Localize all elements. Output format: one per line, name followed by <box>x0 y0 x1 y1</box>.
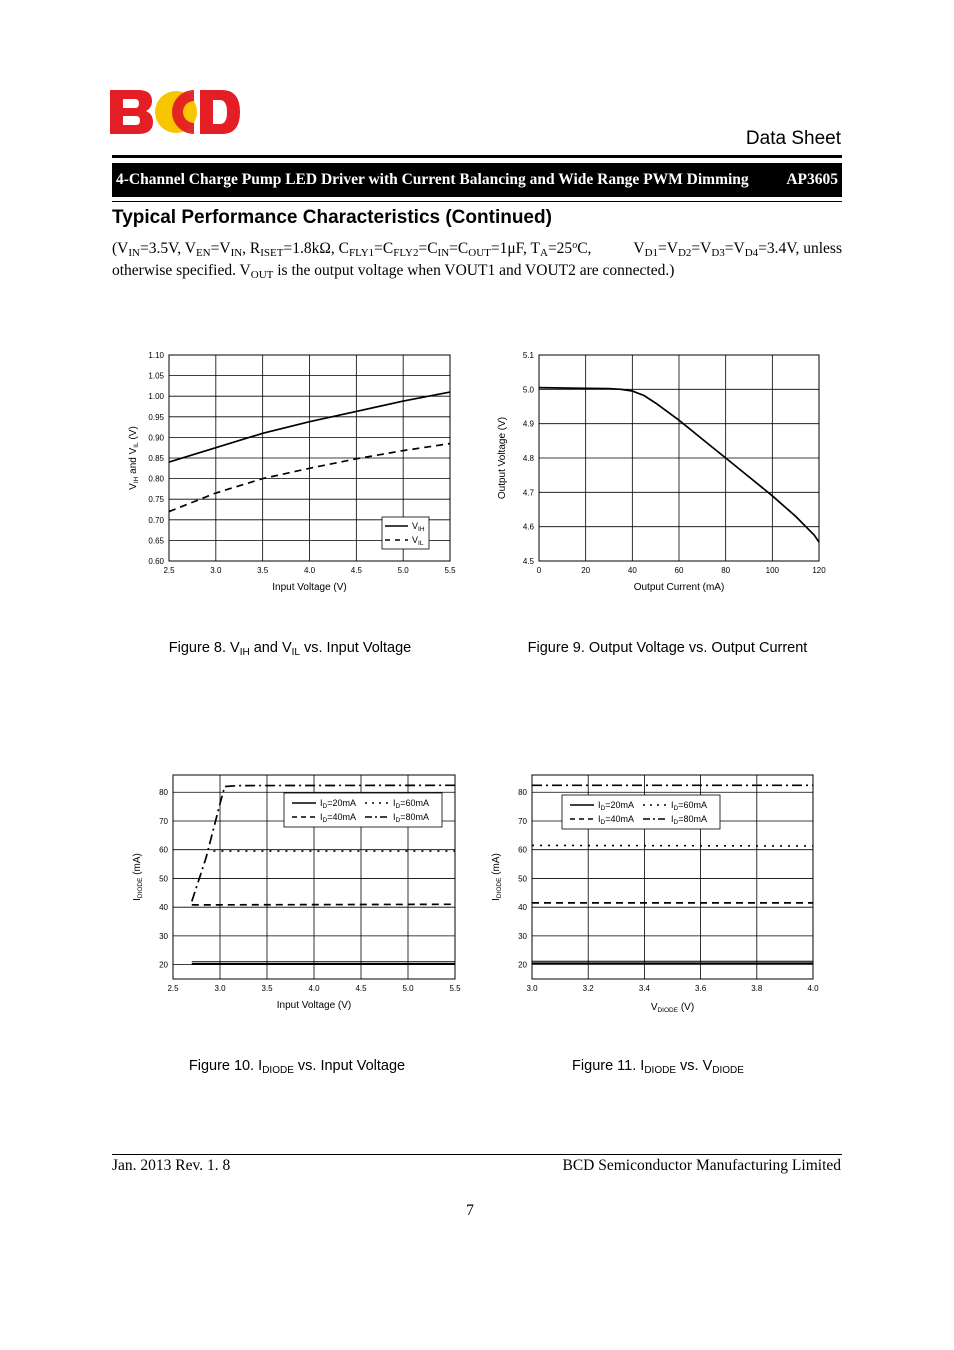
y-tick-label: 4.6 <box>522 522 534 532</box>
legend <box>562 795 720 829</box>
part-number: AP3605 <box>786 171 838 188</box>
y-tick-label: 40 <box>159 903 168 913</box>
x-tick-label: 5.5 <box>444 566 456 575</box>
y-tick-label: 70 <box>159 816 168 826</box>
banner-title: 4-Channel Charge Pump LED Driver with Current Balancing and Wide Range PWM Dimming <box>116 171 749 188</box>
y-tick-label: 0.70 <box>148 515 164 525</box>
y-tick-label: 0.95 <box>148 412 164 422</box>
banner-underline <box>112 201 842 202</box>
x-tick-label: 5.0 <box>402 984 414 993</box>
y-tick-label: 70 <box>518 816 527 826</box>
x-tick-label: 80 <box>721 566 731 575</box>
header-rule <box>112 155 842 158</box>
y-tick-label: 20 <box>159 960 168 970</box>
x-tick-label: 2.5 <box>163 566 175 575</box>
y-tick-label: 30 <box>518 931 527 941</box>
page-number: 7 <box>466 1202 474 1219</box>
x-tick-label: 3.6 <box>695 984 707 993</box>
footer-date-rev: Jan. 2013 Rev. 1. 8 <box>112 1157 231 1174</box>
footer-company: BCD Semiconductor Manufacturing Limited <box>562 1157 841 1174</box>
x-tick-label: 5.5 <box>449 984 461 993</box>
y-tick-label: 0.90 <box>148 433 164 443</box>
chart-fig11 <box>480 765 840 1025</box>
x-tick-label: 4.0 <box>807 984 819 993</box>
x-axis-label: Input Voltage (V) <box>276 1000 352 1011</box>
caption-fig9: Figure 9. Output Voltage vs. Output Current <box>527 640 808 656</box>
y-axis-label: $I_{DIODE}$ (mA) <box>132 853 144 901</box>
x-tick-label: 3.5 <box>257 566 269 575</box>
legend-label: $V_{IL}$ <box>412 535 424 547</box>
x-tick-label: 60 <box>674 566 684 575</box>
y-tick-label: 4.5 <box>522 557 534 566</box>
legend-label: $I_D=80mA$ <box>393 812 429 824</box>
x-axis-label: Output Current (mA) <box>633 582 725 593</box>
y-tick-label: 80 <box>159 788 168 798</box>
legend-label: $I_D=40mA$ <box>598 814 634 826</box>
caption-fig11: Figure 11. $I_{DIODE}$ vs. $V_{DIODE}$ <box>572 1058 744 1076</box>
conditions-part-a: ($V_{IN}=3.5V$, $V_{EN}=V_{IN}$, $R_{ISET}=1.8k\Omega$, $C_{FLY1}=C_{FLY2}=C_{IN}=C_{OUT}=1\mu F$, $T_A=25^oC$, <box>112 240 592 259</box>
test-conditions <box>112 238 842 282</box>
y-tick-label: 0.65 <box>148 536 164 546</box>
legend-label: $I_D=80mA$ <box>671 814 707 826</box>
y-tick-label: 1.10 <box>148 351 164 360</box>
chart-fig10 <box>120 765 480 1025</box>
doc-type-label: Data Sheet <box>745 128 841 149</box>
conditions-part-b: $V_{D1}=V_{D2}=V_{D3}=V_{D4}=3.4V$, unless <box>633 240 842 259</box>
conditions-line-2: otherwise specified. $V_{OUT}$ is the output voltage when VOUT1 and VOUT2 are connected.) <box>112 262 675 281</box>
y-axis-label: $I_{DIODE}$ (mA) <box>491 853 503 901</box>
y-tick-label: 4.8 <box>522 454 534 463</box>
legend <box>284 793 442 827</box>
caption-fig10: Figure 10. $I_{DIODE}$ vs. Input Voltage <box>188 1058 406 1076</box>
x-tick-label: 3.4 <box>638 984 650 993</box>
x-tick-label: 3.2 <box>582 984 594 993</box>
x-tick-label: 3.0 <box>526 984 538 993</box>
section-title: Typical Performance Characteristics (Continued) <box>112 207 552 228</box>
x-tick-label: 100 <box>765 566 780 575</box>
chart-fig8 <box>100 340 480 610</box>
legend-label: $I_D=60mA$ <box>671 800 707 812</box>
x-tick-label: 4.0 <box>303 566 316 575</box>
legend <box>382 517 429 549</box>
footer-rule <box>112 1154 842 1155</box>
y-tick-label: 30 <box>159 931 168 941</box>
y-tick-label: 50 <box>159 874 168 884</box>
series-line-2 <box>532 845 813 846</box>
series-line-1 <box>192 904 455 905</box>
chart-fig9 <box>490 340 850 610</box>
x-tick-label: 3.5 <box>261 984 273 993</box>
y-tick-label: 50 <box>518 874 527 884</box>
y-tick-label: 60 <box>159 845 168 855</box>
x-tick-label: 120 <box>812 566 826 575</box>
x-tick-label: 4.5 <box>350 566 362 575</box>
y-axis-label: Output Voltage (V) <box>497 416 508 500</box>
x-tick-label: 3.0 <box>214 984 226 993</box>
legend-label: $I_D=20mA$ <box>598 800 634 812</box>
legend-label: $I_D=20mA$ <box>320 798 356 810</box>
x-tick-label: 5.0 <box>397 566 409 575</box>
x-axis-label: Input Voltage (V) <box>272 582 347 593</box>
y-tick-label: 1.00 <box>148 392 164 402</box>
y-tick-label: 40 <box>518 903 527 913</box>
y-tick-label: 60 <box>518 845 527 855</box>
x-axis-label: $V_{DIODE}$ (V) <box>650 1002 695 1014</box>
caption-fig8: Figure 8. $V_{IH}$ and $V_{IL}$ vs. Input Voltage <box>168 640 412 658</box>
legend-label: $I_D=40mA$ <box>320 812 356 824</box>
x-tick-label: 4.5 <box>355 984 367 993</box>
x-tick-label: 3.8 <box>751 984 763 993</box>
y-tick-label: 1.05 <box>148 371 164 381</box>
y-tick-label: 4.9 <box>522 419 534 429</box>
y-tick-label: 0.80 <box>148 474 164 484</box>
x-tick-label: 3.0 <box>210 566 222 575</box>
y-axis-label: $V_{IH}$ and $V_{IL}$ (V) <box>128 426 140 490</box>
legend-label: $V_{IH}$ <box>412 521 425 533</box>
x-tick-label: 20 <box>581 566 591 575</box>
legend-label: $I_D=60mA$ <box>393 798 429 810</box>
y-tick-label: 80 <box>518 788 527 798</box>
x-tick-label: 40 <box>627 566 637 575</box>
y-tick-label: 20 <box>518 960 527 970</box>
y-tick-label: 0.60 <box>148 557 164 566</box>
x-tick-label: 2.5 <box>167 984 179 993</box>
y-tick-label: 5.0 <box>522 385 534 395</box>
bcd-logo <box>110 88 242 136</box>
y-tick-label: 0.85 <box>148 454 164 463</box>
y-tick-label: 5.1 <box>522 351 534 360</box>
x-tick-label: 4.0 <box>308 984 320 993</box>
x-tick-label: 0 <box>536 566 542 575</box>
title-banner <box>112 163 842 197</box>
y-tick-label: 4.7 <box>522 488 534 498</box>
y-tick-label: 0.75 <box>148 495 164 505</box>
